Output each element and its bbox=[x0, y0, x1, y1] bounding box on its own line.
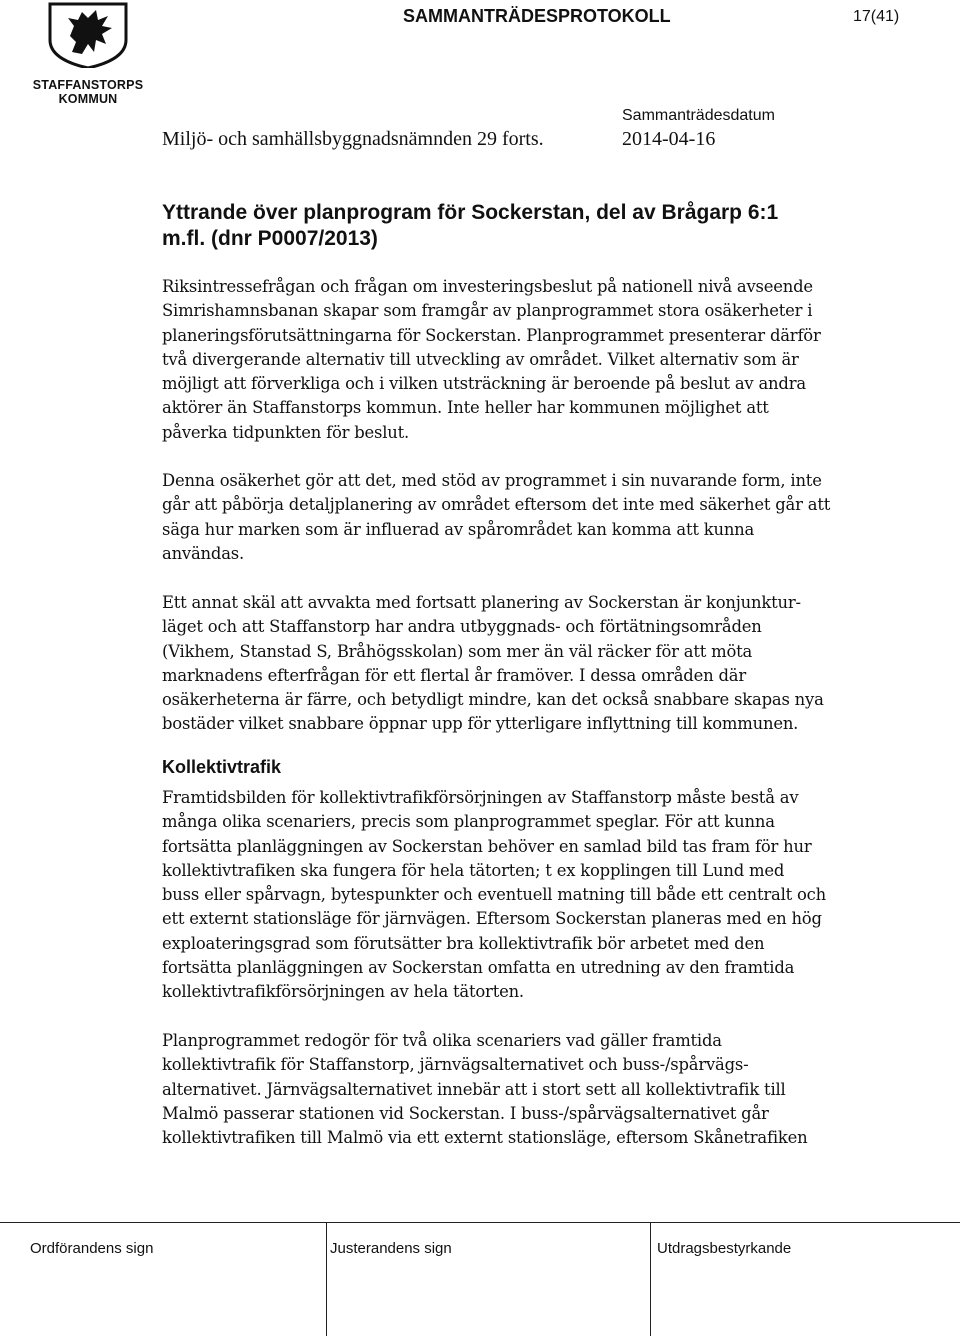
paragraph-5 bbox=[162, 1029, 902, 1150]
section-heading bbox=[162, 200, 862, 252]
text-line: två divergerande alternativ till utveckling av området. Vilket alternativ som är bbox=[162, 349, 799, 369]
text-line: aktörer än Staffanstorps kommun. Inte heller har kommunen möjlighet att bbox=[162, 398, 769, 418]
text-line: Malmö passerar stationen vid Sockerstan. I buss-/spårvägsalternativet går bbox=[162, 1103, 769, 1123]
committee-name: Miljö- och samhällsbyggnadsnämnden 29 forts. bbox=[162, 128, 544, 150]
meeting-date-label: Sammanträdesdatum bbox=[622, 107, 775, 124]
section-heading-line: m.fl. (dnr P0007/2013) bbox=[162, 227, 378, 250]
municipal-logo bbox=[28, 2, 148, 106]
text-line: ett externt stationsläge för järnvägen. Eftersom Sockerstan planeras med en hög bbox=[162, 909, 822, 929]
text-line: osäkerheterna är färre, och betydligt mindre, kan det också snabbare skapas nya bbox=[162, 690, 824, 710]
griffin-shield-icon bbox=[28, 2, 148, 68]
section-heading-line: Yttrande över planprogram för Sockerstan, del av Brågarp 6:1 bbox=[162, 201, 779, 224]
text-line: fortsätta planläggningen av Sockerstan behöver en samlad bild tas fram för hur bbox=[162, 836, 812, 856]
text-line: kollektivtrafiken till Malmö via ett externt stationsläge, eftersom Skånetrafiken bbox=[162, 1128, 808, 1148]
footer-divider bbox=[0, 1222, 960, 1223]
text-line: många olika scenariers, precis som planprogrammet speglar. För att kunna bbox=[162, 812, 775, 832]
text-line: marknadens efterfrågan för ett flertal år framöver. I dessa områden där bbox=[162, 665, 746, 685]
text-line: fortsätta planläggningen av Sockerstan omfatta en utredning av den framtida bbox=[162, 958, 795, 978]
text-line: Denna osäkerhet gör att det, med stöd av programmet i sin nuvarande form, inte bbox=[162, 471, 822, 490]
paragraph-4 bbox=[162, 786, 902, 1005]
text-line: går att påbörja detaljplanering av området eftersom det inte med säkerhet går att bbox=[162, 495, 831, 515]
subheading-kollektivtrafik: Kollektivtrafik bbox=[162, 757, 282, 777]
logo-text-line2: KOMMUN bbox=[58, 92, 118, 106]
document-type-title: SAMMANTRÄDESPROTOKOLL bbox=[403, 6, 671, 26]
extract-certification-label: Utdragsbestyrkande bbox=[657, 1240, 792, 1257]
text-line: kollektivtrafikförsörjningen av hela tätorten. bbox=[162, 982, 524, 1002]
footer-column-divider bbox=[650, 1222, 651, 1336]
text-line: Framtidsbilden för kollektivtrafikförsörjningen av Staffanstorp måste bestå av bbox=[162, 788, 799, 807]
meeting-date: 2014-04-16 bbox=[622, 128, 716, 150]
text-line: möjligt att förverkliga och i vilken utsträckning är beroende på beslut av andra bbox=[162, 374, 806, 394]
footer-column-divider bbox=[326, 1222, 327, 1336]
text-line: buss eller spårvagn, bytespunkter och eventuell matning till både ett centralt och bbox=[162, 885, 827, 905]
text-line: Ett annat skäl att avvakta med fortsatt planering av Sockerstan är konjunktur- bbox=[162, 593, 801, 612]
paragraph-2 bbox=[162, 469, 902, 566]
logo-text-line1: STAFFANSTORPS bbox=[32, 78, 144, 92]
text-line: (Vikhem, Stanstad S, Bråhögsskolan) som mer än väl räcker för att möta bbox=[162, 641, 753, 661]
text-line: Riksintressefrågan och frågan om investeringsbeslut på nationell nivå avseende bbox=[162, 277, 813, 296]
text-line: påverka tidpunkten för beslut. bbox=[162, 422, 410, 442]
adjuster-signature-label: Justerandens sign bbox=[330, 1240, 452, 1257]
text-line: läget och att Staffanstorp har andra utbyggnads- och förtätningsområden bbox=[162, 617, 762, 637]
text-line: kollektivtrafiken ska fungera för hela tätorten; t ex kopplingen till Lund med bbox=[162, 860, 785, 880]
chair-signature-label: Ordförandens sign bbox=[30, 1240, 154, 1257]
paragraph-3 bbox=[162, 591, 902, 737]
text-line: säga hur marken som är influerad av spårområdet kan komma att kunna bbox=[162, 519, 755, 539]
text-line: Simrishamnsbanan skapar som framgår av planprogrammet stora osäkerheter i bbox=[162, 301, 813, 321]
text-line: exploateringsgrad som förutsätter bra kollektivtrafik bör arbetet med den bbox=[162, 933, 765, 953]
page-number: 17(41) bbox=[853, 8, 900, 25]
text-line: bostäder vilket snabbare öppnar upp för ytterligare inflyttning till kommunen. bbox=[162, 714, 799, 734]
text-line: användas. bbox=[162, 543, 245, 563]
text-line: alternativet. Järnvägsalternativet innebär att i stort sett all kollektivtrafik till bbox=[162, 1079, 786, 1099]
text-line: Planprogrammet redogör för två olika scenariers vad gäller framtida bbox=[162, 1031, 722, 1050]
text-line: kollektivtrafik för Staffanstorp, järnvägsalternativet och buss-/spårvägs- bbox=[162, 1055, 749, 1075]
text-line: planeringsförutsättningarna för Sockerstan. Planprogrammet presenterar därför bbox=[162, 325, 821, 345]
paragraph-1 bbox=[162, 275, 902, 445]
